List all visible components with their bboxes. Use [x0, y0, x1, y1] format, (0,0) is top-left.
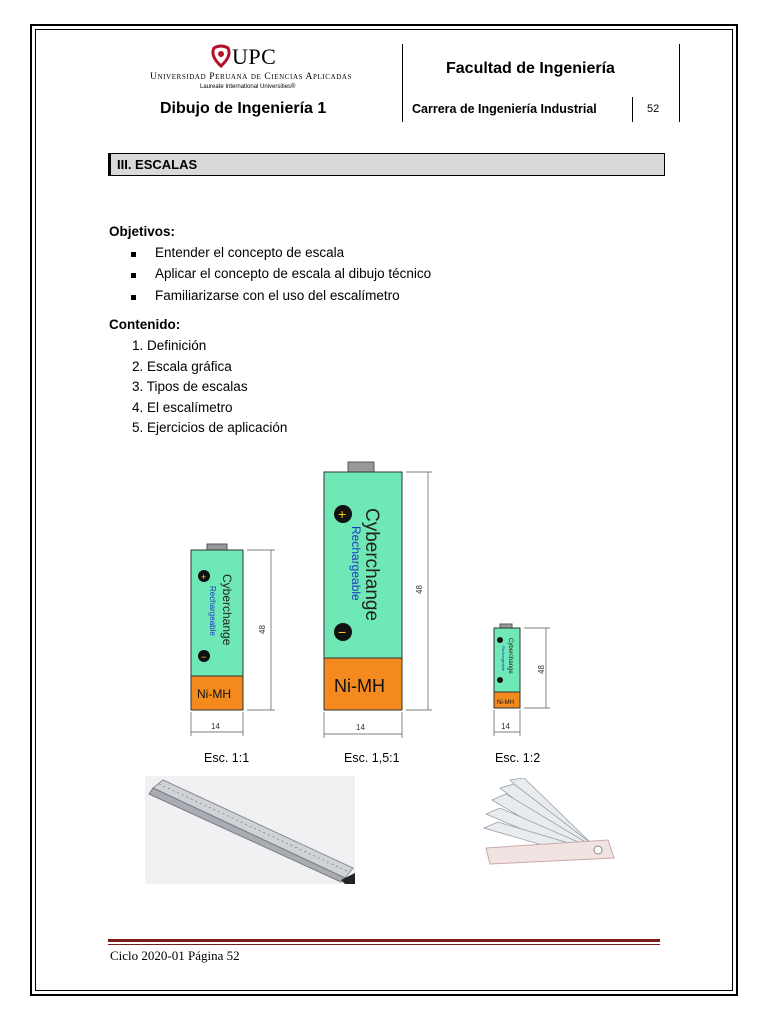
width-dimension: 14: [501, 722, 510, 731]
bullet-icon: [131, 273, 136, 278]
content-item: 2. Escala gráfica: [132, 359, 232, 374]
battery-type-label: Ni-MH: [197, 687, 231, 701]
objective-item: Aplicar el concepto de escala al dibujo técnico: [155, 266, 432, 281]
battery-scale-1-5-1: [318, 460, 438, 740]
caption-scale-1-2: Esc. 1:2: [495, 751, 541, 765]
svg-text:+: +: [201, 572, 207, 582]
brand-name: UPC: [232, 44, 277, 69]
battery-type-label: Ni-MH: [497, 700, 514, 706]
svg-text:+: +: [338, 506, 347, 522]
caption-scale-1-5-1: Esc. 1,5:1: [344, 751, 400, 765]
header-page-number: 52: [647, 103, 660, 115]
battery-brand-label: Cyberchange: [220, 574, 234, 646]
height-dimension: 48: [537, 665, 546, 674]
bullet-icon: [131, 252, 136, 257]
battery-brand-label: Cyberchange: [507, 638, 513, 674]
objective-item: Familiarizarse con el uso del escalímetro: [155, 288, 400, 303]
section-bar: [108, 153, 665, 176]
objective-item: Entender el concepto de escala: [155, 245, 345, 260]
faculty-title: Facultad de Ingeniería: [446, 60, 615, 77]
footer-text: Ciclo 2020-01 Página 52: [110, 948, 240, 963]
page-number-divider: [632, 97, 633, 122]
fan-scale-ruler-image: [480, 778, 630, 874]
battery-scale-1-2: [490, 620, 560, 740]
battery-type-label: Ni-MH: [334, 676, 385, 696]
content-item: 5. Ejercicios de aplicación: [132, 420, 288, 435]
height-dimension: 48: [415, 585, 424, 594]
header-right-line: [679, 44, 680, 122]
svg-text:−: −: [338, 624, 347, 640]
bullet-icon: [131, 295, 136, 300]
battery-sub-label: Rechargeable: [208, 586, 217, 636]
content-item: 1. Definición: [132, 338, 207, 353]
battery-sub-label: Rechargeable: [501, 646, 506, 671]
caption-scale-1-1: Esc. 1:1: [204, 751, 250, 765]
career-title: Carrera de Ingeniería Industrial: [412, 102, 597, 116]
upc-logo-icon: [210, 44, 232, 68]
triangular-scale-ruler-image: [145, 776, 355, 884]
width-dimension: 14: [211, 722, 220, 731]
content-heading: Contenido:: [109, 317, 181, 332]
section-title: III. ESCALAS: [117, 157, 198, 172]
university-name: Universidad Peruana de Ciencias Aplicadas: [150, 72, 353, 82]
battery-scale-1-1: [185, 540, 285, 740]
width-dimension: 14: [356, 723, 365, 732]
height-dimension: 48: [258, 625, 267, 634]
course-title: Dibujo de Ingeniería 1: [160, 100, 327, 117]
battery-brand-label: Cyberchange: [361, 508, 382, 622]
network-name: Laureate International Universities®: [200, 84, 296, 90]
header-divider: [402, 44, 403, 122]
content-item: 4. El escalímetro: [132, 400, 233, 415]
battery-sub-label: Rechargeable: [349, 526, 363, 601]
content-item: 3. Tipos de escalas: [132, 379, 248, 394]
footer-rule-thin: [108, 944, 660, 945]
svg-text:−: −: [201, 652, 207, 662]
footer-rule-thick: [108, 939, 660, 942]
objectives-heading: Objetivos:: [109, 224, 176, 239]
